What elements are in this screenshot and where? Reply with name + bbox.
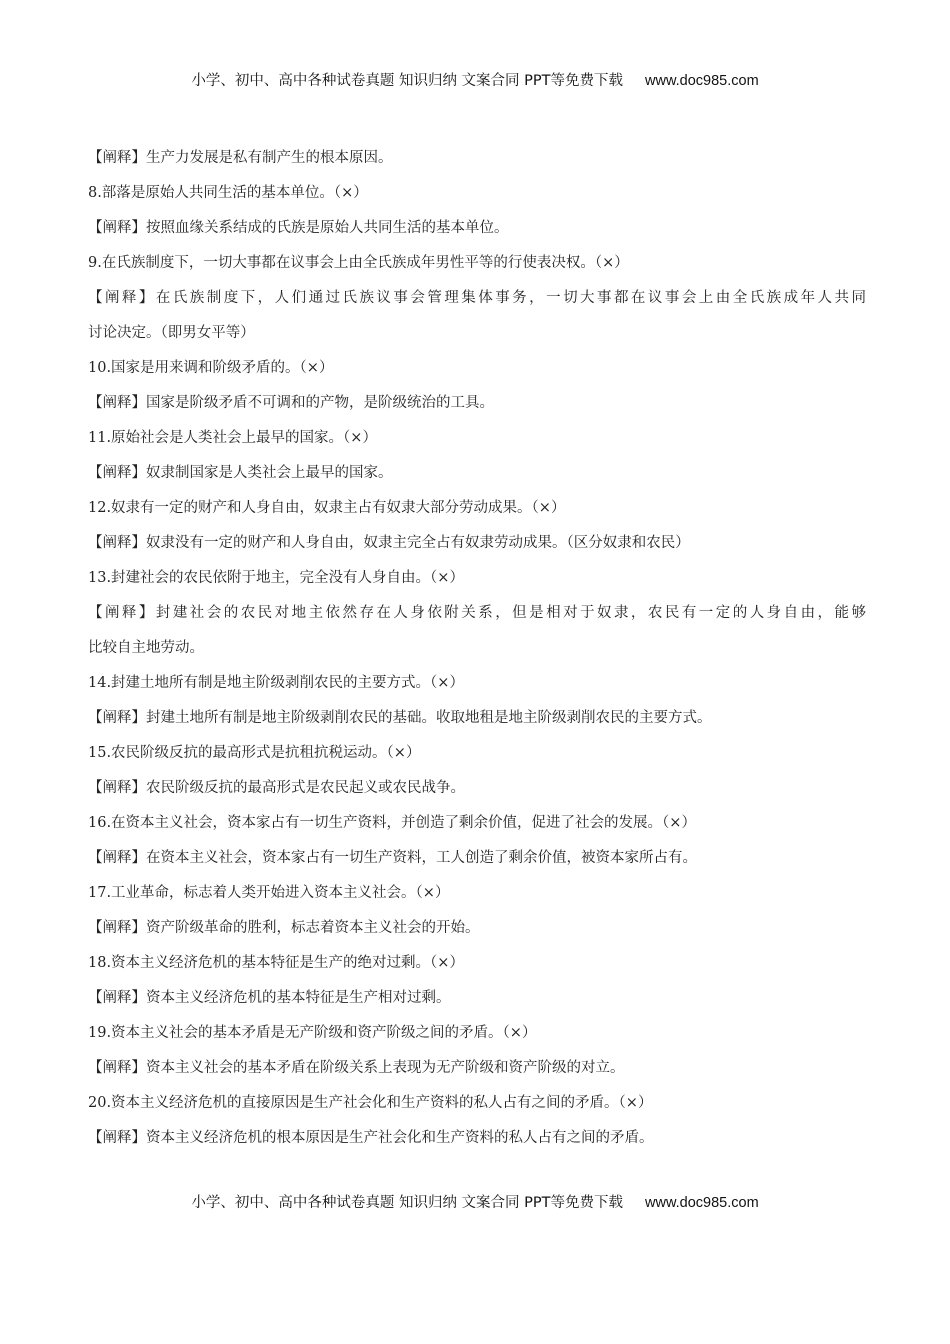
footer-text: 小学、初中、高中各种试卷真题 知识归纳 文案合同 PPT等免费下载: [191, 1195, 624, 1211]
text-line: 【阐释】生产力发展是私有制产生的根本原因。: [88, 150, 393, 166]
text-line: 【阐释】封建土地所有制是地主阶级剥削农民的基础。收取地租是地主阶级剥削农民的主要方式。: [88, 710, 712, 726]
text-line: 10.国家是用来调和阶级矛盾的。（×）: [88, 360, 334, 376]
text-line: 8.部落是原始人共同生活的基本单位。（×）: [88, 185, 368, 201]
text-line: 【阐释】封建社会的农民对地主依然存在人身依附关系，但是相对于奴隶，农民有一定的人身自由，能够: [88, 605, 866, 621]
text-line: 【阐释】按照血缘关系结成的氏族是原始人共同生活的基本单位。: [88, 220, 509, 236]
text-line: 【阐释】资本主义社会的基本矛盾在阶级关系上表现为无产阶级和资产阶级的对立。: [88, 1060, 625, 1076]
text-line: 16.在资本主义社会，资本家占有一切生产资料，并创造了剩余价值，促进了社会的发展。（×）: [88, 815, 696, 831]
text-line: 【阐释】资产阶级革命的胜利，标志着资本主义社会的开始。: [88, 920, 480, 936]
header-site: www.doc985.com: [645, 73, 759, 89]
text-line: 18.资本主义经济危机的基本特征是生产的绝对过剩。（×）: [88, 955, 464, 971]
text-line: 【阐释】农民阶级反抗的最高形式是农民起义或农民战争。: [88, 780, 465, 796]
text-line: 12.奴隶有一定的财产和人身自由，奴隶主占有奴隶大部分劳动成果。（×）: [88, 500, 566, 516]
text-line: 【阐释】奴隶制国家是人类社会上最早的国家。: [88, 465, 393, 481]
document-body: [88, 141, 866, 1156]
text-line: 讨论决定。（即男女平等）: [88, 325, 255, 341]
text-line: 14.封建土地所有制是地主阶级剥削农民的主要方式。（×）: [88, 675, 464, 691]
page-footer: [0, 1191, 950, 1212]
text-line: 20.资本主义经济危机的直接原因是生产社会化和生产资料的私人占有之间的矛盾。（×）: [88, 1095, 653, 1111]
text-line: 【阐释】在资本主义社会，资本家占有一切生产资料，工人创造了剩余价值，被资本家所占有。: [88, 850, 697, 866]
text-line: 【阐释】奴隶没有一定的财产和人身自由，奴隶主完全占有奴隶劳动成果。（区分奴隶和农民）: [88, 535, 690, 551]
text-line: 【阐释】资本主义经济危机的根本原因是生产社会化和生产资料的私人占有之间的矛盾。: [88, 1130, 654, 1146]
text-line: 17.工业革命，标志着人类开始进入资本主义社会。（×）: [88, 885, 450, 901]
text-line: 【阐释】国家是阶级矛盾不可调和的产物，是阶级统治的工具。: [88, 395, 494, 411]
header-text: 小学、初中、高中各种试卷真题 知识归纳 文案合同 PPT等免费下载: [191, 73, 624, 89]
text-line: 【阐释】资本主义经济危机的基本特征是生产相对过剩。: [88, 990, 451, 1006]
text-line: 15.农民阶级反抗的最高形式是抗租抗税运动。（×）: [88, 745, 421, 761]
text-line: 13.封建社会的农民依附于地主，完全没有人身自由。（×）: [88, 570, 464, 586]
text-line: 比较自主地劳动。: [88, 640, 204, 656]
text-line: 19.资本主义社会的基本矛盾是无产阶级和资产阶级之间的矛盾。（×）: [88, 1025, 537, 1041]
text-line: 【阐释】在氏族制度下，人们通过氏族议事会管理集体事务，一切大事都在议事会上由全氏族成年人共同: [88, 290, 866, 306]
text-line: 9.在氏族制度下，一切大事都在议事会上由全氏族成年男性平等的行使表决权。（×）: [88, 255, 629, 271]
footer-site: www.doc985.com: [645, 1195, 759, 1211]
page-header: [0, 69, 950, 90]
text-line: 11.原始社会是人类社会上最早的国家。（×）: [88, 430, 377, 446]
